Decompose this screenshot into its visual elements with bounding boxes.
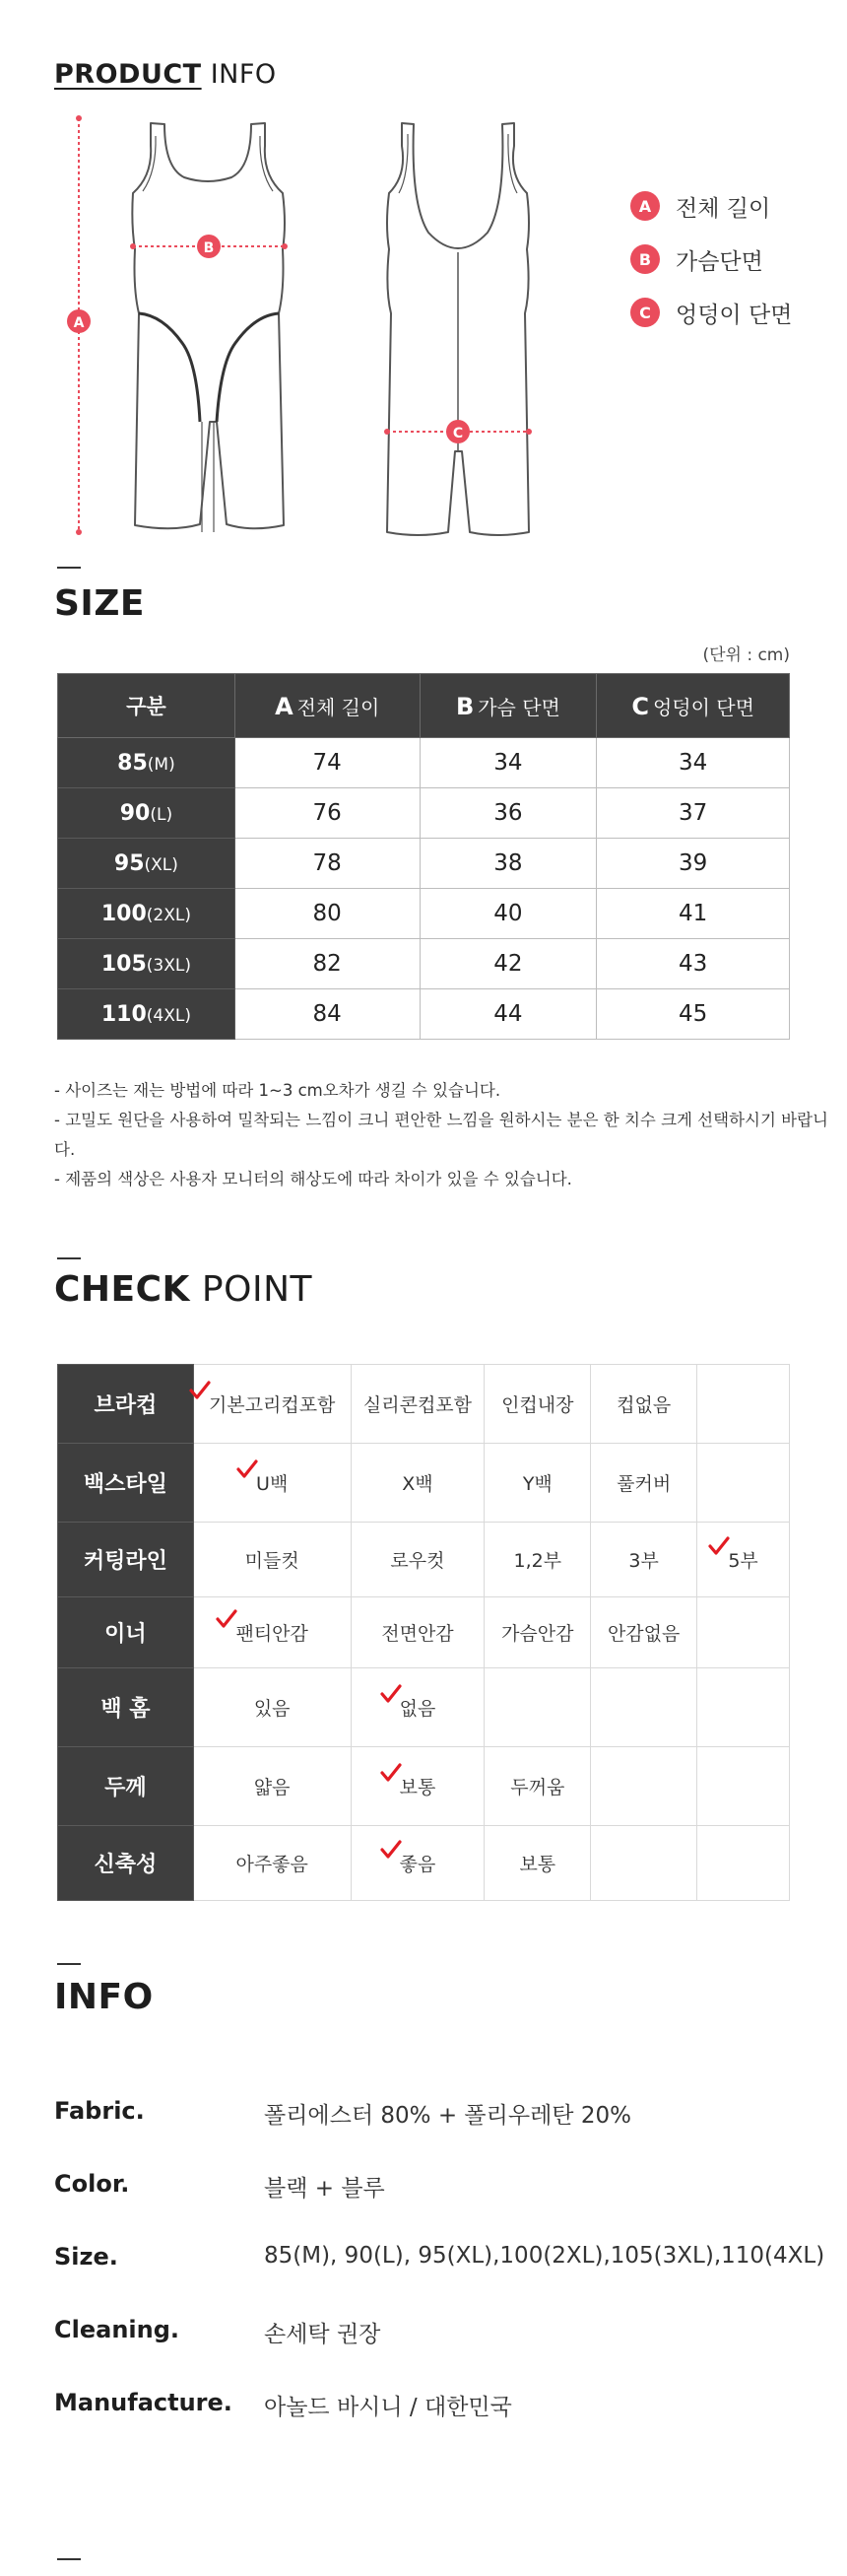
chest-cell: 40 xyxy=(420,889,597,939)
info-row-manufacture xyxy=(54,2389,512,2421)
check-point-option xyxy=(591,1365,697,1444)
check-point-label: 신축성 xyxy=(58,1826,194,1901)
option-label: X백 xyxy=(402,1473,433,1495)
marker-c-label: C xyxy=(452,426,464,441)
option-label: 팬티안감 xyxy=(235,1623,307,1645)
length-cell: 84 xyxy=(234,989,420,1040)
check-point-option xyxy=(591,1747,697,1826)
check-point-table xyxy=(57,1364,790,1901)
info-row-color xyxy=(54,2170,385,2203)
chest-cell: 36 xyxy=(420,788,597,839)
chest-cell: 44 xyxy=(420,989,597,1040)
size-table-header xyxy=(58,674,790,738)
option-label: 5부 xyxy=(728,1550,757,1572)
check-point-option xyxy=(485,1365,591,1444)
hip-cell: 37 xyxy=(597,788,790,839)
info-value: 손세탁 권장 xyxy=(264,2322,381,2347)
check-point-label: 두께 xyxy=(58,1747,194,1826)
table-row xyxy=(58,889,790,939)
option-label: 얇음 xyxy=(253,1777,291,1798)
table-row xyxy=(58,989,790,1040)
legend-badge-a: A xyxy=(630,191,660,221)
info-key: Fabric. xyxy=(54,2097,145,2125)
size-table xyxy=(57,673,790,1040)
size-header-c: C 엉덩이 단면 xyxy=(597,674,790,738)
option-label: 미들컷 xyxy=(244,1550,299,1572)
size-note: - 사이즈는 재는 방법에 따라 1~3 cm오차가 생길 수 있습니다. xyxy=(54,1081,501,1100)
option-label: 가슴안감 xyxy=(501,1623,574,1645)
check-point-option xyxy=(351,1668,485,1747)
info-key: Size. xyxy=(54,2243,118,2271)
check-point-option xyxy=(591,1597,697,1668)
table-row xyxy=(58,839,790,889)
option-label: 로우컷 xyxy=(390,1550,445,1572)
info-value: 블랙 + 블루 xyxy=(264,2176,385,2202)
table-row xyxy=(58,1826,790,1901)
info-value: 폴리에스터 80% + 폴리우레탄 20% xyxy=(264,2103,631,2129)
option-label: 인컵내장 xyxy=(501,1394,574,1416)
check-point-option xyxy=(193,1444,351,1523)
checkmark-icon xyxy=(380,1840,402,1860)
checkmark-icon xyxy=(380,1763,402,1783)
checkmark-icon xyxy=(216,1609,237,1629)
option-label: 안감없음 xyxy=(607,1623,681,1645)
checkmark-icon xyxy=(708,1536,730,1556)
option-label: Y백 xyxy=(522,1473,553,1495)
check-point-option xyxy=(697,1523,790,1597)
size-title: SIZE xyxy=(54,583,146,624)
check-point-option xyxy=(193,1747,351,1826)
section-divider xyxy=(57,567,81,569)
check-point-label: 브라컵 xyxy=(58,1365,194,1444)
section-divider xyxy=(57,1257,81,1259)
check-point-option xyxy=(697,1747,790,1826)
size-label: 90(L) xyxy=(58,788,235,839)
garment-diagram xyxy=(54,106,586,560)
check-point-option xyxy=(351,1597,485,1668)
legend-item-c xyxy=(630,286,792,339)
length-cell: 78 xyxy=(234,839,420,889)
hip-cell: 39 xyxy=(597,839,790,889)
section-divider xyxy=(57,2558,81,2560)
check-point-option xyxy=(697,1668,790,1747)
option-label: 전면안감 xyxy=(381,1623,454,1645)
option-label: 컵없음 xyxy=(617,1394,672,1416)
check-point-option xyxy=(485,1668,591,1747)
hip-cell: 41 xyxy=(597,889,790,939)
check-point-option xyxy=(697,1826,790,1901)
size-label: 85(M) xyxy=(58,738,235,788)
size-label: 110(4XL) xyxy=(58,989,235,1040)
info-row-cleaning xyxy=(54,2316,380,2348)
check-point-option xyxy=(485,1523,591,1597)
table-row xyxy=(58,1523,790,1597)
check-point-option xyxy=(351,1747,485,1826)
info-row-size xyxy=(54,2243,824,2271)
size-unit-label: (단위 : cm) xyxy=(702,645,790,665)
table-row xyxy=(58,738,790,788)
check-point-option xyxy=(591,1826,697,1901)
legend-badge-c: C xyxy=(630,298,660,327)
option-label: 1,2부 xyxy=(513,1550,562,1572)
size-header-a: A 전체 길이 xyxy=(234,674,420,738)
info-title: INFO xyxy=(54,1977,154,2017)
info-key: Cleaning. xyxy=(54,2316,180,2343)
check-point-option xyxy=(485,1747,591,1826)
option-label: 3부 xyxy=(628,1550,659,1572)
checkmark-icon xyxy=(189,1381,211,1400)
length-cell: 74 xyxy=(234,738,420,788)
legend-item-a xyxy=(630,179,792,233)
check-point-option xyxy=(193,1826,351,1901)
check-point-option xyxy=(591,1668,697,1747)
check-point-option xyxy=(697,1444,790,1523)
check-point-label: 백 홈 xyxy=(58,1668,194,1747)
length-cell: 82 xyxy=(234,939,420,989)
info-value: 85(M), 90(L), 95(XL),100(2XL),105(3XL),110(4XL) xyxy=(264,2243,825,2269)
section-divider xyxy=(57,1963,81,1965)
size-label: 95(XL) xyxy=(58,839,235,889)
table-row xyxy=(58,1668,790,1747)
length-cell: 80 xyxy=(234,889,420,939)
check-point-option xyxy=(193,1597,351,1668)
check-point-option xyxy=(351,1365,485,1444)
check-point-option xyxy=(591,1444,697,1523)
hip-cell: 34 xyxy=(597,738,790,788)
legend-item-b xyxy=(630,233,792,286)
option-label: 있음 xyxy=(253,1698,291,1720)
checkmark-icon xyxy=(236,1459,258,1479)
check-point-option xyxy=(351,1523,485,1597)
check-point-label: 이너 xyxy=(58,1597,194,1668)
table-row xyxy=(58,1597,790,1668)
option-label: 아주좋음 xyxy=(235,1854,308,1875)
option-label: 좋음 xyxy=(400,1854,436,1875)
option-label: 기본고리컵포함 xyxy=(209,1394,335,1416)
check-point-option xyxy=(485,1444,591,1523)
size-note: - 고밀도 원단을 사용하여 밀착되는 느낌이 크니 편안한 느낌을 원하시는 분은 한 치수 크게 선택하시기 바랍니다. xyxy=(54,1111,828,1159)
check-point-label: 커팅라인 xyxy=(58,1523,194,1597)
front-garment-drawing xyxy=(132,123,285,532)
option-label: U백 xyxy=(256,1473,288,1495)
check-point-option xyxy=(697,1597,790,1668)
option-label: 보통 xyxy=(519,1854,556,1875)
check-point-option xyxy=(351,1826,485,1901)
size-header-b: B 가슴 단면 xyxy=(420,674,597,738)
chest-cell: 42 xyxy=(420,939,597,989)
check-point-option xyxy=(193,1523,351,1597)
length-cell: 76 xyxy=(234,788,420,839)
table-row xyxy=(58,1747,790,1826)
checkmark-icon xyxy=(380,1684,402,1704)
table-row xyxy=(58,1444,790,1523)
check-point-option xyxy=(193,1365,351,1444)
hip-cell: 43 xyxy=(597,939,790,989)
option-label: 두꺼움 xyxy=(510,1777,565,1798)
table-row xyxy=(58,1365,790,1444)
check-point-option xyxy=(591,1523,697,1597)
marker-b-label: B xyxy=(203,240,215,256)
size-label: 100(2XL) xyxy=(58,889,235,939)
size-header-category: 구분 xyxy=(58,674,235,738)
marker-a-label: A xyxy=(73,315,85,331)
option-label: 풀커버 xyxy=(617,1473,672,1495)
check-point-option xyxy=(193,1668,351,1747)
size-note: - 제품의 색상은 사용자 모니터의 해상도에 따라 차이가 있을 수 있습니다. xyxy=(54,1170,572,1188)
info-row-fabric xyxy=(54,2097,631,2130)
legend-label-a: 전체 길이 xyxy=(676,195,771,222)
check-point-option xyxy=(697,1365,790,1444)
check-point-label: 백스타일 xyxy=(58,1444,194,1523)
chest-cell: 38 xyxy=(420,839,597,889)
table-row xyxy=(58,788,790,839)
check-point-option xyxy=(351,1444,485,1523)
size-label: 105(3XL) xyxy=(58,939,235,989)
back-garment-drawing xyxy=(387,123,529,535)
option-label: 보통 xyxy=(400,1777,436,1798)
table-row xyxy=(58,939,790,989)
legend-label-c: 엉덩이 단면 xyxy=(676,302,793,328)
chest-cell: 34 xyxy=(420,738,597,788)
product-info-title: PRODUCT INFO xyxy=(54,59,277,90)
legend-label-b: 가슴단면 xyxy=(676,248,763,275)
hip-cell: 45 xyxy=(597,989,790,1040)
info-key: Color. xyxy=(54,2170,130,2198)
legend-badge-b: B xyxy=(630,244,660,274)
size-notes xyxy=(54,1076,847,1194)
option-label: 실리콘컵포함 xyxy=(362,1394,473,1416)
option-label: 없음 xyxy=(400,1698,436,1720)
info-value: 아놀드 바시니 / 대한민국 xyxy=(264,2395,512,2420)
measurement-legend xyxy=(630,179,792,339)
info-key: Manufacture. xyxy=(54,2389,232,2416)
check-point-title: CHECK POINT xyxy=(54,1269,313,1310)
check-point-option xyxy=(485,1597,591,1668)
check-point-option xyxy=(485,1826,591,1901)
